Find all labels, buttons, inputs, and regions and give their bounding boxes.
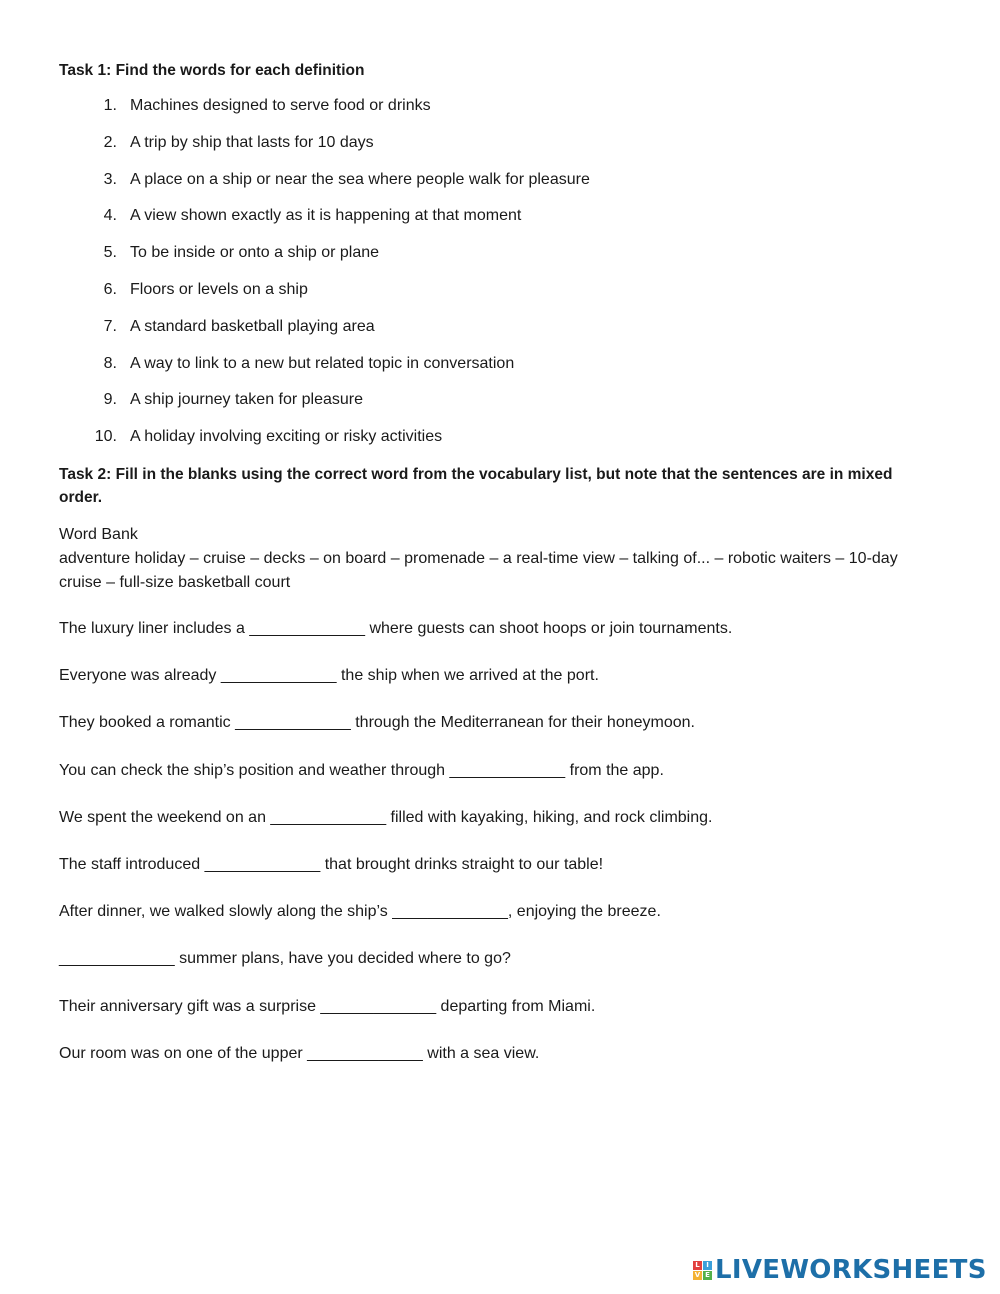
definition-number: 3. [103, 170, 117, 188]
logo-text: LIVEWORKSHEETS [715, 1255, 987, 1285]
definition-text: A trip by ship that lasts for 10 days [130, 133, 374, 151]
list-item [59, 95, 590, 132]
word-bank-list: adventure holiday – cruise – decks – on board – promenade – a real-time view – talking of... – robotic waiters – 10-day cruise – full-size basketball court [59, 550, 898, 591]
definition-number: 10. [94, 428, 117, 446]
definition-number: 6. [103, 280, 117, 298]
liveworksheets-logo[interactable] [693, 1255, 987, 1285]
list-item: The staff introduced _____________ that brought drinks straight to our table! [59, 855, 604, 873]
task2-heading: Task 2: Fill in the blanks using the correct word from the vocabulary list, but note that the sentences are in mixed order. [59, 466, 893, 506]
list-item [59, 426, 590, 463]
definition-text: A place on a ship or near the sea where people walk for pleasure [130, 170, 590, 188]
definition-number: 9. [103, 391, 117, 409]
list-item: You can check the ship’s position and weather through _____________ from the app. [59, 761, 664, 779]
definition-number: 2. [103, 133, 117, 151]
list-item: They booked a romantic _____________ through the Mediterranean for their honeymoon. [59, 714, 695, 732]
definition-text: Floors or levels on a ship [130, 280, 308, 298]
definition-number: 8. [103, 354, 117, 372]
definition-text: To be inside or onto a ship or plane [130, 244, 380, 262]
logo-mark-letter: L [693, 1261, 702, 1270]
list-item: After dinner, we walked slowly along the ship’s _____________, enjoying the breeze. [59, 903, 661, 921]
list-item: Their anniversary gift was a surprise _____________ departing from Miami. [59, 997, 596, 1015]
list-item [59, 279, 590, 316]
definition-list [59, 95, 590, 463]
task1-heading: Task 1: Find the words for each definition [59, 62, 365, 79]
list-item: We spent the weekend on an _____________ filled with kayaking, hiking, and rock climbing. [59, 808, 713, 826]
word-bank-title: Word Bank [59, 526, 138, 543]
definition-number: 5. [103, 244, 117, 262]
word-bank [59, 523, 939, 595]
definition-text: A way to link to a new but related topic in conversation [130, 354, 515, 372]
list-item: The luxury liner includes a _____________ where guests can shoot hoops or join tournaments. [59, 620, 733, 637]
list-item [59, 169, 590, 206]
list-item: Everyone was already _____________ the ship when we arrived at the port. [59, 667, 599, 685]
list-item [59, 389, 590, 426]
definition-text: A ship journey taken for pleasure [130, 391, 364, 409]
list-item [59, 353, 590, 390]
list-item [59, 242, 590, 279]
logo-mark-letter: I [703, 1261, 712, 1270]
definition-number: 4. [103, 207, 117, 225]
definition-text: A holiday involving exciting or risky activities [130, 428, 443, 446]
definition-number: 7. [103, 317, 117, 335]
definition-text: A standard basketball playing area [130, 317, 375, 335]
definition-text: Machines designed to serve food or drinks [130, 97, 431, 114]
list-item: _____________ summer plans, have you decided where to go? [59, 950, 511, 968]
definition-text: A view shown exactly as it is happening at that moment [130, 207, 522, 225]
logo-mark-letter: V [694, 1270, 701, 1279]
list-item: Our room was on one of the upper _____________ with a sea view. [59, 1044, 540, 1062]
list-item [59, 132, 590, 169]
sentence-list [59, 618, 959, 1090]
list-item [59, 205, 590, 242]
list-item [59, 316, 590, 353]
logo-mark-letter: E [703, 1271, 712, 1280]
logo-mark-icon [693, 1261, 712, 1280]
definition-number: 1. [103, 97, 117, 114]
